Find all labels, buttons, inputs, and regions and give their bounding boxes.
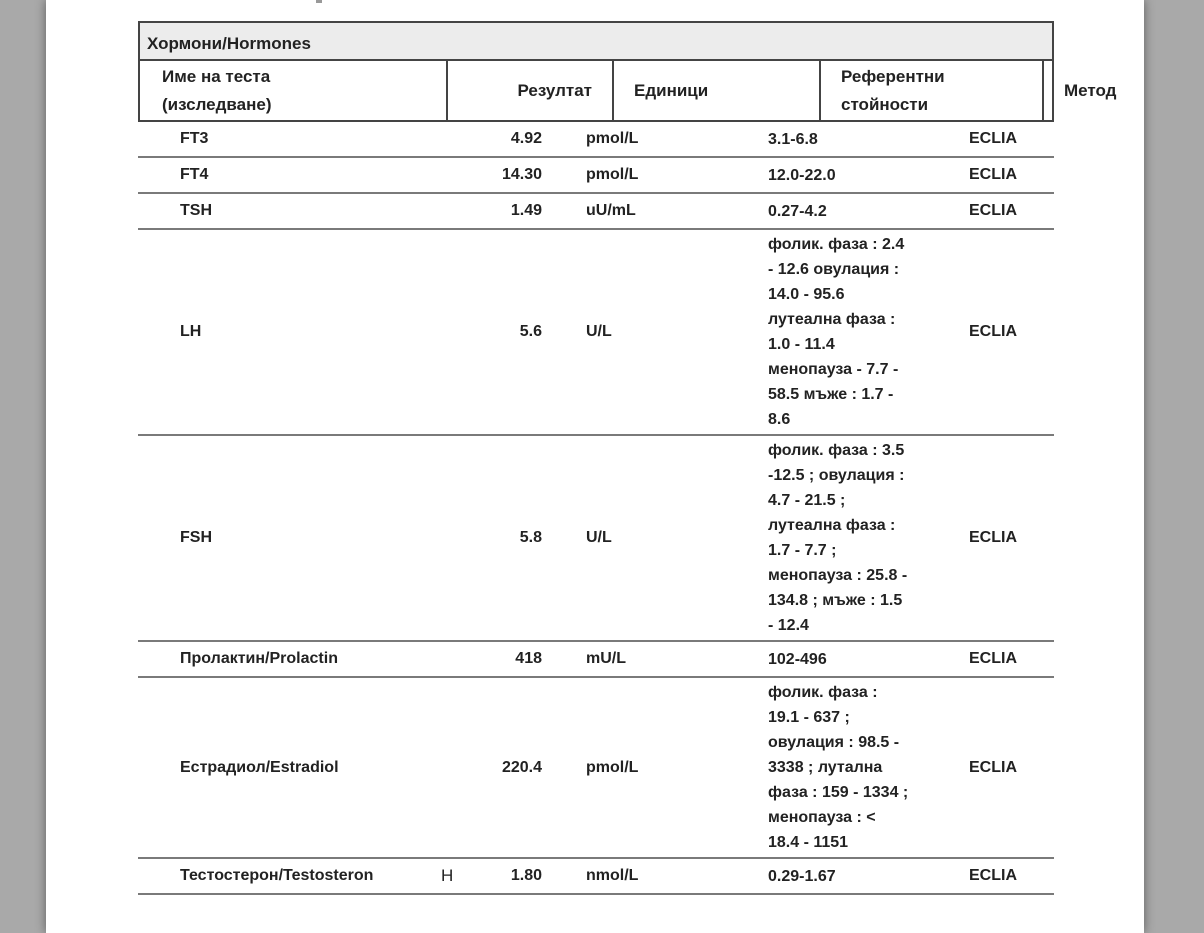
units: pmol/L (586, 166, 639, 183)
test-name: LH (180, 323, 202, 340)
table-row (138, 859, 1054, 895)
column-header-name: Име на теста (изследване) (139, 61, 447, 121)
high-flag: H (441, 866, 454, 885)
result-value: 14.30 (501, 166, 542, 183)
method: ECLIA (969, 130, 1017, 147)
test-name: Естрадиол/Estradiol (180, 758, 339, 776)
result-value: 5.8 (519, 529, 542, 546)
method: ECLIA (969, 202, 1017, 219)
table-header (138, 61, 1117, 122)
table-row (138, 194, 1054, 230)
test-name: Пролактин/Prolactin (180, 650, 338, 667)
units: U/L (586, 323, 612, 340)
method: ECLIA (969, 323, 1017, 340)
column-header-reference: Референтни стойности (820, 61, 1043, 121)
result-value: 1.49 (510, 202, 542, 219)
units: nmol/L (586, 867, 639, 884)
result-value: 5.6 (519, 323, 542, 340)
reference-range: фолик. фаза : 2.4 - 12.6 овулация : 14.0 - 95.6 лутеална фаза : 1.0 - 11.4 менопауза - 7.7 - 58.5 мъже : 1.7 - 8.6 (768, 236, 905, 428)
test-name: FSH (180, 529, 212, 546)
test-name: FT3 (180, 130, 209, 147)
table-row (138, 642, 1054, 678)
method: ECLIA (969, 758, 1017, 776)
column-header-units: Единици (613, 61, 820, 121)
table-row (138, 436, 1054, 642)
test-name: TSH (180, 202, 212, 219)
units: pmol/L (586, 130, 639, 147)
reference-range: 3.1-6.8 (768, 130, 818, 148)
result-value: 4.92 (510, 130, 542, 147)
method: ECLIA (969, 867, 1017, 884)
method: ECLIA (969, 650, 1017, 667)
method: ECLIA (969, 529, 1017, 546)
reference-range: 102-496 (768, 650, 827, 668)
section-title: Хормони/Hormones (138, 21, 1054, 61)
result-value: 220.4 (501, 758, 542, 776)
reference-range: фолик. фаза : 3.5 -12.5 ; овулация : 4.7 - 21.5 ; лутеална фаза : 1.7 - 7.7 ; менопауза : 25.8 - 134.8 ; мъже : 1.5 - 12.4 (768, 442, 908, 634)
units: pmol/L (586, 758, 639, 776)
report-page (46, 0, 1144, 933)
cut-off-text-fragment (316, 0, 322, 3)
table-row (138, 230, 1054, 436)
column-header-result: Резултат (447, 61, 613, 121)
test-name: FT4 (180, 166, 209, 183)
reference-range: 12.0-22.0 (768, 166, 836, 184)
test-name: Тестостерон/Testosteron (180, 867, 374, 884)
hormones-table (138, 21, 1117, 895)
table-body (138, 122, 1054, 895)
reference-range: 0.29-1.67 (768, 867, 836, 885)
column-header-method: Метод (1043, 61, 1053, 121)
units: U/L (586, 529, 612, 546)
result-value: H 1.80 (441, 866, 542, 885)
method: ECLIA (969, 166, 1017, 183)
table-row (138, 158, 1054, 194)
units: uU/mL (586, 202, 636, 219)
reference-range: 0.27-4.2 (768, 202, 827, 220)
units: mU/L (586, 650, 626, 667)
result-value: 418 (515, 650, 542, 667)
reference-range: фолик. фаза : 19.1 - 637 ; овулация : 98.5 - 3338 ; лутална фаза : 159 - 1334 ; менопауза : < 18.4 - 1151 (768, 684, 909, 851)
table-row (138, 122, 1054, 158)
table-row (138, 678, 1054, 859)
